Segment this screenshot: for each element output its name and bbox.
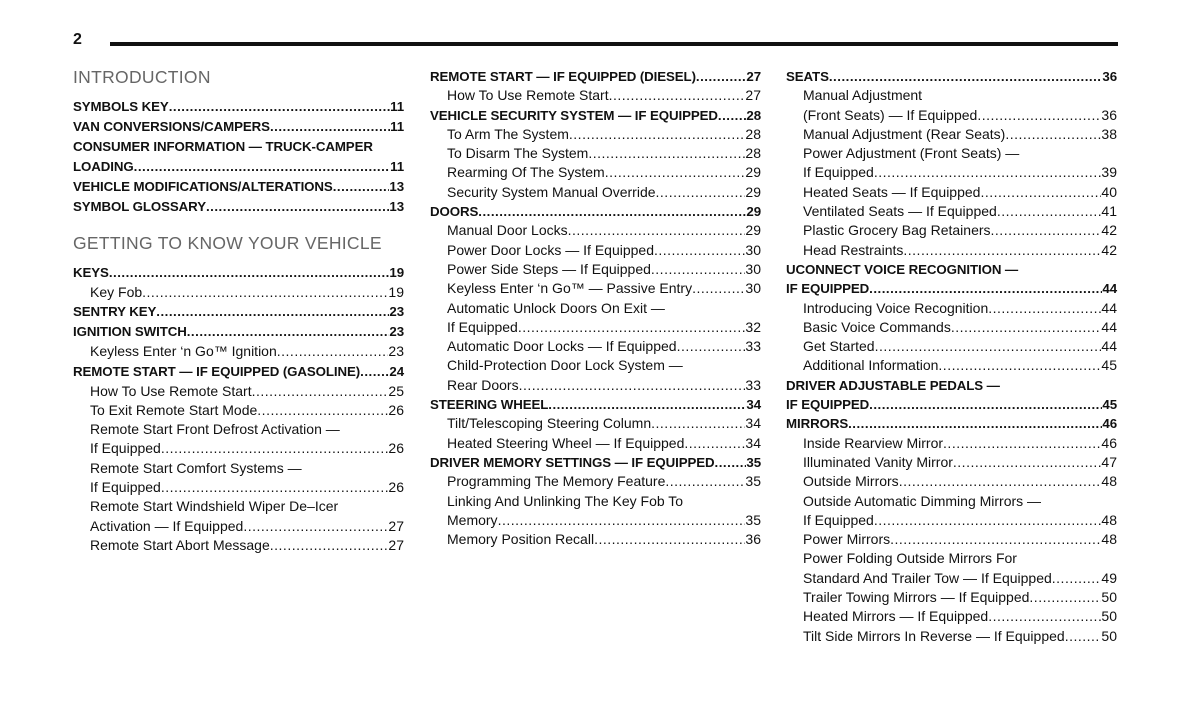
toc-page-number: 50 — [1101, 608, 1117, 625]
toc-subentry[interactable] — [73, 382, 404, 401]
toc-entry[interactable] — [73, 177, 404, 197]
toc-subentry[interactable] — [430, 163, 761, 182]
toc-subentry[interactable] — [786, 106, 1117, 125]
toc-page-number: 41 — [1101, 203, 1117, 220]
dot-leader — [829, 67, 1103, 86]
toc-subentry[interactable] — [430, 376, 761, 395]
toc-subentry[interactable] — [786, 125, 1117, 144]
toc-page-number: 28 — [746, 107, 761, 123]
toc-entry-title: VAN CONVERSIONS/CAMPERS — [73, 119, 270, 134]
toc-subentry[interactable] — [786, 144, 1117, 163]
toc-entry-title: Get Started — [803, 338, 875, 355]
toc-entry-title: Trailer Towing Mirrors — If Equipped — [803, 589, 1030, 606]
toc-page-number: 27 — [746, 69, 761, 84]
toc-page-number: 33 — [745, 338, 761, 355]
toc-page-number: 27 — [745, 87, 761, 104]
toc-entry[interactable] — [73, 137, 404, 157]
toc-page-number: 46 — [1102, 416, 1117, 432]
toc-page-number: 45 — [1101, 357, 1117, 374]
toc-entry-title: REMOTE START — IF EQUIPPED (GASOLINE) — [73, 363, 361, 379]
toc-entry-title: Key Fob — [90, 284, 143, 300]
toc-subentry[interactable] — [786, 163, 1117, 182]
dot-leader — [142, 283, 388, 302]
dot-leader — [988, 607, 1101, 626]
dot-leader — [519, 376, 746, 395]
toc-subentry[interactable] — [786, 318, 1117, 337]
dot-leader — [548, 395, 746, 414]
toc-page-number: 47 — [1101, 453, 1117, 470]
toc-subentry[interactable] — [786, 511, 1117, 530]
toc-entry-title: Linking And Unlinking The Key Fob To — [447, 492, 684, 509]
dot-leader — [997, 202, 1102, 221]
toc-entry-title: (Front Seats) — If Equipped — [803, 106, 978, 123]
toc-entry-title: Additional Information — [803, 357, 939, 374]
toc-entry-title: STEERING WHEEL — [430, 397, 549, 413]
toc-entry-title: Manual Adjustment (Rear Seats) — [803, 125, 1006, 142]
toc-page-number: 29 — [746, 204, 761, 220]
toc-page-number: 30 — [745, 260, 761, 277]
dot-leader — [156, 302, 389, 322]
header-rule — [110, 42, 1118, 46]
toc-entry-title: To Disarm The System — [447, 145, 589, 162]
toc-page-number: 28 — [745, 125, 761, 142]
toc-page-number: 42 — [1101, 241, 1117, 258]
dot-leader — [187, 322, 390, 342]
toc-page-number: 30 — [745, 241, 761, 258]
toc-page-number: 24 — [389, 363, 404, 379]
toc-entry-title: Introducing Voice Recognition — [803, 299, 989, 316]
toc-entry-title: Plastic Grocery Bag Retainers — [803, 222, 991, 239]
toc-subentry[interactable] — [430, 434, 761, 453]
toc-entry-title: Head Restraints — [803, 241, 904, 258]
toc-page-number: 49 — [1101, 569, 1117, 586]
dot-leader — [1029, 588, 1101, 607]
toc-entry-title: Programming The Memory Feature — [447, 473, 666, 490]
toc-page-number: 11 — [390, 119, 404, 134]
toc-entry[interactable] — [73, 157, 404, 177]
toc-entry-title: To Exit Remote Start Mode — [90, 401, 258, 418]
toc-entry-title: CONSUMER INFORMATION — TRUCK-CAMPER — [73, 139, 373, 154]
toc-entry-title: MIRRORS — [786, 416, 849, 432]
toc-entry[interactable] — [73, 302, 404, 322]
dot-leader — [161, 439, 389, 458]
toc-page-number: 50 — [1101, 627, 1117, 644]
toc-subentry[interactable] — [73, 420, 404, 439]
dot-leader — [899, 472, 1102, 491]
dot-leader — [252, 382, 389, 401]
dot-leader — [594, 530, 745, 549]
dot-leader — [988, 299, 1101, 318]
toc-page-number: 34 — [745, 434, 761, 451]
toc-subentry[interactable] — [430, 337, 761, 356]
toc-entry-title: REMOTE START — IF EQUIPPED (DIESEL) — [430, 69, 696, 84]
toc-page-number: 39 — [1101, 164, 1117, 181]
dot-leader — [161, 478, 389, 497]
dot-leader — [869, 395, 1102, 414]
dot-leader — [568, 221, 746, 240]
toc-entry-title: If Equipped — [90, 479, 161, 496]
toc-entry-title: KEYS — [73, 265, 109, 280]
toc-entry-title: Rear Doors — [447, 376, 519, 393]
toc-subentry[interactable] — [73, 478, 404, 497]
dot-leader — [588, 144, 745, 163]
toc-subentry[interactable] — [430, 183, 761, 202]
toc-subentry[interactable] — [430, 125, 761, 144]
toc-entry-title: Power Side Steps — If Equipped — [447, 260, 651, 277]
toc-subentry[interactable] — [786, 627, 1117, 646]
toc-entry-title: Remote Start Windshield Wiper De–Icer — [90, 498, 339, 515]
toc-page-number: 36 — [1102, 69, 1117, 84]
dot-leader — [654, 241, 745, 260]
dot-leader — [134, 157, 391, 177]
toc-page-number: 19 — [388, 284, 404, 300]
dot-leader — [715, 453, 747, 472]
dot-leader — [665, 472, 745, 491]
toc-subentry[interactable] — [430, 241, 761, 260]
toc-page-number: 33 — [745, 376, 761, 393]
toc-subentry[interactable] — [430, 260, 761, 279]
toc-page-number: 25 — [388, 382, 404, 399]
toc-subentry[interactable] — [786, 569, 1117, 588]
toc-entry[interactable] — [73, 97, 404, 117]
toc-entry-title: Manual Adjustment — [803, 87, 923, 104]
toc-page-number: 42 — [1101, 222, 1117, 239]
toc-subentry[interactable] — [786, 607, 1117, 626]
toc-entry-title: Remote Start Front Defrost Activation — — [90, 421, 340, 438]
toc-entry-title: Child-Protection Door Lock System — — [447, 357, 683, 374]
toc-entry-title: Remote Start Abort Message — [90, 536, 270, 553]
toc-subentry[interactable] — [430, 472, 761, 491]
toc-subentry[interactable] — [73, 459, 404, 478]
toc-entry-title: SENTRY KEY — [73, 304, 157, 320]
dot-leader — [875, 337, 1102, 356]
dot-leader — [677, 337, 746, 356]
toc-page-number: 35 — [746, 454, 761, 470]
dot-leader — [277, 342, 389, 361]
toc-subentry[interactable] — [430, 530, 761, 549]
dot-leader — [938, 356, 1101, 375]
toc-entry-title: DRIVER ADJUSTABLE PEDALS — — [786, 377, 1000, 393]
toc-page-number: 13 — [389, 179, 404, 194]
dot-leader — [656, 183, 746, 202]
toc-page-number: 35 — [745, 511, 761, 528]
dot-leader — [890, 530, 1101, 549]
toc-entry-title: IGNITION SWITCH — [73, 324, 187, 340]
toc-page-number: 23 — [389, 324, 404, 340]
toc-entry-title: IF EQUIPPED — [786, 397, 870, 413]
dot-leader — [270, 536, 389, 555]
toc-subentry[interactable] — [786, 530, 1117, 549]
toc-page-number: 44 — [1102, 281, 1117, 297]
dot-leader — [333, 177, 390, 197]
toc-page-number: 11 — [390, 159, 404, 174]
toc-page-number: 26 — [388, 440, 404, 457]
toc-subentry[interactable] — [786, 492, 1117, 511]
toc-entry-title: Heated Seats — If Equipped — [803, 183, 981, 200]
dot-leader — [605, 163, 746, 182]
toc-entry-title: Manual Door Locks — [447, 222, 568, 239]
toc-page-number: 38 — [1101, 125, 1117, 142]
toc-entry[interactable] — [430, 67, 761, 86]
toc-subentry[interactable] — [430, 299, 761, 318]
dot-leader — [903, 241, 1101, 260]
toc-page-number: 19 — [389, 265, 404, 280]
toc-subentry[interactable] — [786, 549, 1117, 568]
toc-entry-title: Inside Rearview Mirror — [803, 434, 944, 451]
toc-page-number: 48 — [1101, 531, 1117, 548]
toc-page-number: 29 — [745, 183, 761, 200]
toc-subentry[interactable] — [430, 279, 761, 298]
toc-subentry[interactable] — [786, 588, 1117, 607]
dot-leader — [977, 106, 1101, 125]
toc-subentry[interactable] — [73, 536, 404, 555]
toc-entry-title: Keyless Enter ‘n Go™ Ignition — [90, 343, 277, 360]
toc-entry-title: Power Adjustment (Front Seats) — — [803, 145, 1020, 162]
toc-subentry[interactable] — [73, 497, 404, 516]
toc-subentry[interactable] — [430, 511, 761, 530]
toc-subentry[interactable] — [430, 414, 761, 433]
toc-subentry[interactable] — [786, 299, 1117, 318]
dot-leader — [206, 197, 389, 217]
toc-entry-title: Security System Manual Override — [447, 183, 656, 200]
toc-page-number: 44 — [1101, 338, 1117, 355]
dot-leader — [943, 434, 1101, 453]
toc-subentry[interactable] — [430, 86, 761, 105]
toc-entry-title: Ventilated Seats — If Equipped — [803, 203, 997, 220]
toc-entry-title: To Arm The System — [447, 125, 569, 142]
dot-leader — [651, 260, 746, 279]
toc-column-3 — [786, 67, 1117, 646]
toc-page-number: 23 — [389, 304, 404, 320]
dot-leader — [874, 511, 1102, 530]
toc-entry[interactable] — [786, 260, 1117, 279]
toc-entry-title: Remote Start Comfort Systems — — [90, 459, 302, 476]
toc-entry-title: SYMBOL GLOSSARY — [73, 199, 206, 214]
toc-subentry[interactable] — [786, 202, 1117, 221]
toc-page-number: 26 — [388, 401, 404, 418]
dot-leader — [360, 362, 389, 382]
toc-entry[interactable] — [73, 117, 404, 137]
section-heading: INTRODUCTION — [73, 67, 211, 87]
toc-entry-title: Tilt/Telescoping Steering Column — [447, 415, 652, 432]
toc-page-number: 46 — [1101, 434, 1117, 451]
toc-entry[interactable] — [430, 395, 761, 414]
toc-subentry[interactable] — [786, 356, 1117, 375]
toc-entry-title: Tilt Side Mirrors In Reverse — If Equipped — [803, 627, 1065, 644]
toc-entry-title: IF EQUIPPED — [786, 281, 870, 297]
toc-page-number: 36 — [1101, 106, 1117, 123]
toc-entry[interactable] — [786, 376, 1117, 395]
dot-leader — [953, 453, 1102, 472]
dot-leader — [869, 279, 1102, 298]
toc-page-number: 50 — [1101, 589, 1117, 606]
toc-subentry[interactable] — [430, 356, 761, 375]
toc-entry-title: Activation — If Equipped — [90, 517, 244, 534]
toc-entry[interactable] — [73, 322, 404, 342]
toc-entry-title: Power Folding Outside Mirrors For — [803, 550, 1017, 567]
toc-page-number: 13 — [389, 199, 404, 214]
toc-entry-title: DOORS — [430, 204, 479, 220]
toc-subentry[interactable] — [430, 318, 761, 337]
toc-entry[interactable] — [73, 197, 404, 217]
toc-entry-title: Keyless Enter ‘n Go™ — Passive Entry — [447, 280, 693, 297]
toc-entry-title: VEHICLE SECURITY SYSTEM — IF EQUIPPED — [430, 107, 718, 123]
toc-column-1 — [73, 67, 404, 555]
toc-entry[interactable] — [786, 395, 1117, 414]
dot-leader — [109, 263, 390, 283]
toc-subentry[interactable] — [73, 517, 404, 536]
toc-column-2 — [430, 67, 761, 549]
dot-leader — [991, 221, 1102, 240]
toc-entry-title: Automatic Unlock Doors On Exit — — [447, 299, 665, 316]
toc-entry-title: If Equipped — [803, 511, 874, 528]
toc-subentry[interactable] — [786, 183, 1117, 202]
toc-subentry[interactable] — [73, 401, 404, 420]
toc-subentry[interactable] — [786, 241, 1117, 260]
toc-entry-title: Basic Voice Commands — [803, 318, 951, 335]
dot-leader — [874, 163, 1102, 182]
dot-leader — [980, 183, 1101, 202]
dot-leader — [1065, 627, 1102, 646]
dot-leader — [951, 318, 1102, 337]
toc-page-number: 28 — [745, 145, 761, 162]
toc-entry[interactable] — [786, 67, 1117, 86]
toc-entry-title: How To Use Remote Start — [447, 87, 609, 104]
toc-entry-title: Outside Mirrors — [803, 473, 899, 490]
dot-leader — [498, 511, 746, 530]
toc-page-number: 40 — [1101, 183, 1117, 200]
toc-entry-title: LOADING — [73, 159, 134, 174]
toc-page-number: 44 — [1101, 299, 1117, 316]
toc-subentry[interactable] — [786, 434, 1117, 453]
toc-page-number: 45 — [1102, 397, 1117, 413]
dot-leader — [848, 414, 1102, 433]
dot-leader — [718, 106, 747, 125]
toc-entry[interactable] — [430, 202, 761, 221]
toc-subentry[interactable] — [786, 453, 1117, 472]
toc-page-number: 35 — [745, 473, 761, 490]
toc-page-number: 27 — [388, 517, 404, 534]
toc-page-number: 44 — [1101, 318, 1117, 335]
toc-subentry[interactable] — [430, 221, 761, 240]
toc-subentry[interactable] — [73, 439, 404, 458]
toc-page-number: 11 — [390, 99, 404, 114]
toc-page-number: 34 — [746, 397, 761, 413]
toc-entry-title: SEATS — [786, 69, 829, 84]
toc-entry-title: If Equipped — [90, 440, 161, 457]
toc-page-number: 29 — [745, 222, 761, 239]
toc-page-number: 30 — [745, 280, 761, 297]
toc-subentry[interactable] — [73, 342, 404, 361]
toc-entry-title: Memory — [447, 511, 498, 528]
dot-leader — [1005, 125, 1101, 144]
toc-subentry[interactable] — [786, 221, 1117, 240]
toc-page-number: 29 — [745, 164, 761, 181]
toc-page-number: 34 — [745, 415, 761, 432]
toc-entry-title: SYMBOLS KEY — [73, 99, 169, 114]
toc-subentry[interactable] — [430, 492, 761, 511]
toc-entry-title: If Equipped — [803, 164, 874, 181]
toc-entry-title: Heated Mirrors — If Equipped — [803, 608, 989, 625]
toc-subentry[interactable] — [786, 472, 1117, 491]
dot-leader — [609, 86, 746, 105]
toc-page-number: 32 — [745, 318, 761, 335]
dot-leader — [651, 414, 745, 433]
dot-leader — [696, 67, 747, 86]
page-number: 2 — [73, 31, 82, 48]
toc-entry-title: Standard And Trailer Tow — If Equipped — [803, 569, 1052, 586]
toc-entry-title: Automatic Door Locks — If Equipped — [447, 338, 677, 355]
toc-subentry[interactable] — [430, 144, 761, 163]
toc-entry[interactable] — [430, 453, 761, 472]
dot-leader — [478, 202, 746, 221]
section-heading: GETTING TO KNOW YOUR VEHICLE — [73, 233, 382, 253]
toc-entry[interactable] — [430, 106, 761, 125]
toc-entry-title: If Equipped — [447, 318, 518, 335]
toc-entry[interactable] — [73, 263, 404, 283]
dot-leader — [169, 97, 390, 117]
dot-leader — [518, 318, 746, 337]
dot-leader — [243, 517, 388, 536]
toc-entry-title: DRIVER MEMORY SETTINGS — IF EQUIPPED — [430, 454, 715, 470]
toc-page-number: 23 — [388, 343, 404, 360]
dot-leader — [569, 125, 746, 144]
toc-entry-title: Outside Automatic Dimming Mirrors — — [803, 492, 1042, 509]
dot-leader — [257, 401, 388, 420]
toc-entry[interactable] — [786, 414, 1117, 433]
toc-entry-title: Illuminated Vanity Mirror — [803, 453, 953, 470]
dot-leader — [692, 279, 745, 298]
toc-subentry[interactable] — [786, 337, 1117, 356]
toc-page-number: 36 — [745, 531, 761, 548]
toc-entry-title: How To Use Remote Start — [90, 382, 252, 399]
toc-page-number: 27 — [388, 536, 404, 553]
dot-leader — [684, 434, 745, 453]
toc-entry-title: Rearming Of The System — [447, 164, 605, 181]
toc-subentry[interactable] — [786, 86, 1117, 105]
dot-leader — [1052, 569, 1102, 588]
toc-entry[interactable] — [786, 279, 1117, 298]
toc-entry-title: Memory Position Recall — [447, 531, 595, 548]
dot-leader — [270, 117, 390, 137]
toc-subentry[interactable] — [73, 283, 404, 302]
toc-page-number: 48 — [1101, 473, 1117, 490]
toc-page-number: 26 — [388, 479, 404, 496]
toc-entry-title: Power Mirrors — [803, 531, 891, 548]
toc-entry-title: Power Door Locks — If Equipped — [447, 241, 654, 258]
toc-entry[interactable] — [73, 362, 404, 382]
toc-entry-title: Heated Steering Wheel — If Equipped — [447, 434, 685, 451]
toc-page-number: 48 — [1101, 511, 1117, 528]
toc-entry-title: UCONNECT VOICE RECOGNITION — — [786, 261, 1019, 277]
toc-entry-title: VEHICLE MODIFICATIONS/ALTERATIONS — [73, 179, 333, 194]
